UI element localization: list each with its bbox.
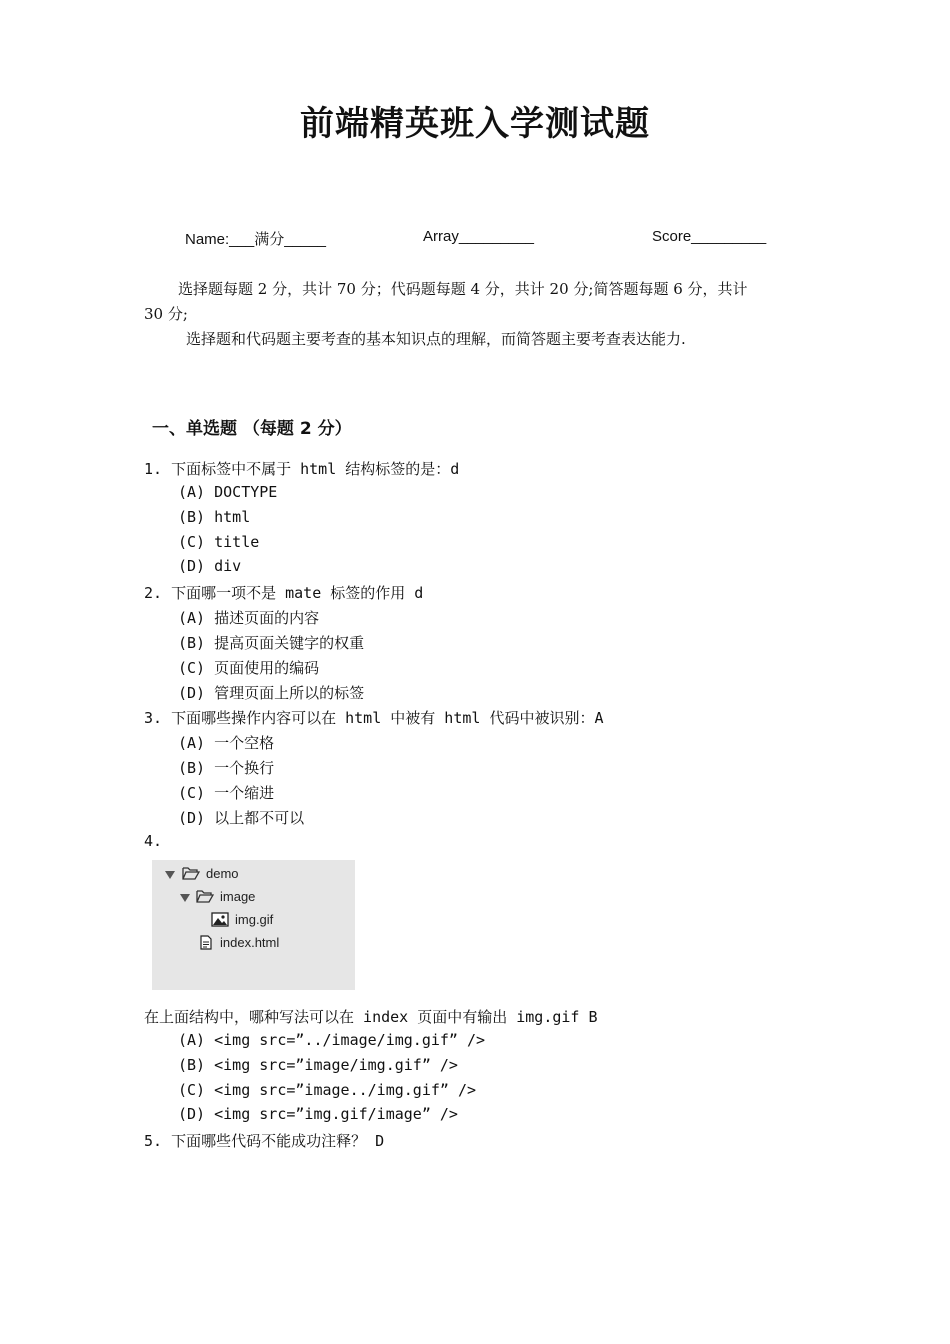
tree-item-image: image <box>220 889 256 904</box>
file-tree-figure <box>152 860 355 990</box>
question-1-stem: 1. 下面标签中不属于 html 结构标签的是：d <box>144 460 460 478</box>
question-1-option-d: (D) div <box>178 557 242 575</box>
tree-item-index-html: index.html <box>220 935 280 950</box>
question-2-option-a: (A) 描述页面的内容 <box>178 609 320 627</box>
question-1-option-a: (A) DOCTYPE <box>178 483 278 501</box>
page-title: 前端精英班入学测试题 <box>300 104 650 144</box>
intro-line-2: 30 分; <box>144 305 188 323</box>
question-1-option-c: (C) title <box>178 533 260 551</box>
image-file-icon <box>211 912 229 927</box>
question-2-option-b: (B) 提高页面关键字的权重 <box>178 634 365 652</box>
question-3-option-a: (A) 一个空格 <box>178 734 275 752</box>
section-title: 一、单选题 （每题 2 分） <box>152 419 352 439</box>
intro-line-1: 选择题每题 2 分，共计 70 分；代码题每题 4 分，共计 20 分;简答题每题 6 分，共计 <box>178 280 748 298</box>
folder-open-icon <box>182 866 200 881</box>
name-field-label: Name:___满分_____ <box>185 231 326 248</box>
question-2-option-c: (C) 页面使用的编码 <box>178 659 320 677</box>
collapse-arrow-icon <box>165 870 175 880</box>
question-3-option-d: (D) 以上都不可以 <box>178 809 305 827</box>
question-3-option-b: (B) 一个换行 <box>178 759 275 777</box>
question-4-number: 4. <box>144 832 163 850</box>
array-field-label: Array_________ <box>423 228 534 245</box>
question-4-option-d: (D) <img src=”img.gif/image” /> <box>178 1105 458 1123</box>
tree-item-demo: demo <box>206 866 239 881</box>
question-4-stem: 在上面结构中，哪种写法可以在 index 页面中有输出 img.gif B <box>144 1008 598 1026</box>
question-2-stem: 2. 下面哪一项不是 mate 标签的作用 d <box>144 584 424 602</box>
question-4-option-a: (A) <img src=”../image/img.gif” /> <box>178 1031 486 1049</box>
question-3-stem: 3. 下面哪些操作内容可以在 html 中被有 html 代码中被识别：A <box>144 709 604 727</box>
question-1-option-b: (B) html <box>178 508 251 526</box>
intro-line-3: 选择题和代码题主要考查的基本知识点的理解，而简答题主要考查表达能力. <box>186 330 686 348</box>
question-2-option-d: (D) 管理页面上所以的标签 <box>178 684 365 702</box>
folder-open-icon <box>196 889 214 904</box>
question-3-option-c: (C) 一个缩进 <box>178 784 275 802</box>
question-4-option-b: (B) <img src=”image/img.gif” /> <box>178 1056 458 1074</box>
score-field-label: Score_________ <box>652 228 767 245</box>
question-4-option-c: (C) <img src=”image../img.gif” /> <box>178 1081 477 1099</box>
html-file-icon <box>200 935 213 950</box>
tree-item-img-gif: img.gif <box>235 912 274 927</box>
collapse-arrow-icon <box>180 893 190 903</box>
question-5-stem: 5. 下面哪些代码不能成功注释？ D <box>144 1132 385 1150</box>
